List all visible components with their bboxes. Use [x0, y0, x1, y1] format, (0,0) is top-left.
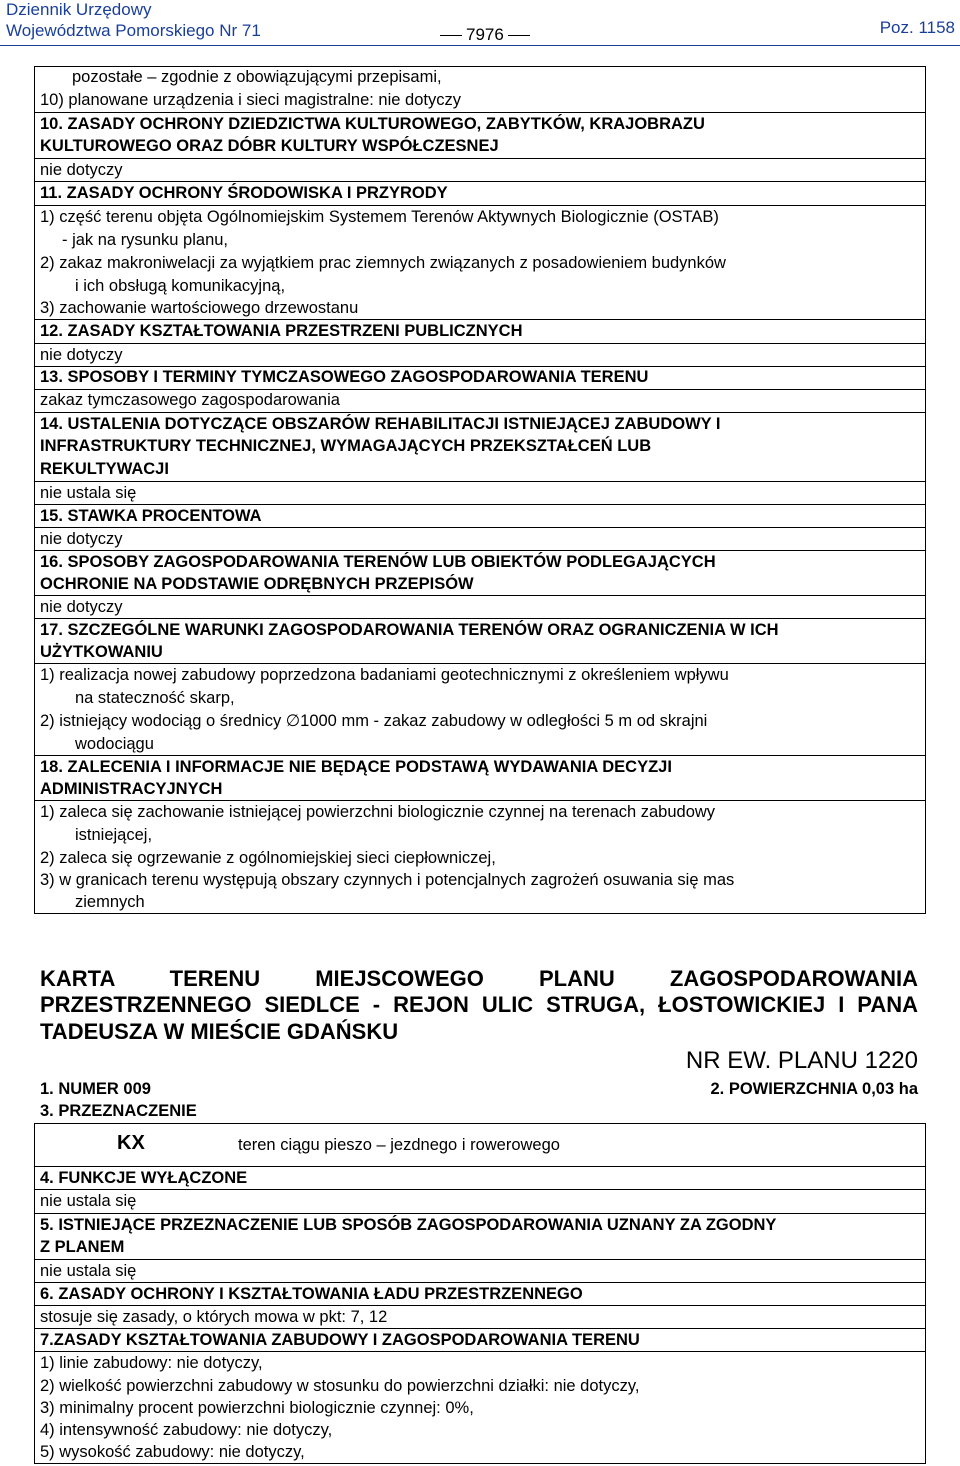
row-divider: [34, 527, 926, 528]
text-line: nie dotyczy: [40, 161, 123, 179]
journal-subtitle: Województwa Pomorskiego Nr 71: [6, 21, 261, 40]
text-line: nie ustala się: [40, 1262, 137, 1280]
section-heading: 6. ZASADY OCHRONY I KSZTAŁTOWANIA ŁADU PRZESTRZENNEGO: [40, 1285, 583, 1303]
section-heading: 7.ZASADY KSZTAŁTOWANIA ZABUDOWY I ZAGOSPODAROWANIA TERENU: [40, 1331, 640, 1349]
section-heading: 13. SPOSOBY I TERMINY TYMCZASOWEGO ZAGOSPODAROWANIA TERENU: [40, 368, 649, 386]
section-heading: 17. SZCZEGÓLNE WARUNKI ZAGOSPODAROWANIA TERENÓW ORAZ OGRANICZENIA W ICH: [40, 621, 779, 639]
text-line: 3) w granicach terenu występują obszary czynnych i potencjalnych zagrożeń osuwania się mas: [40, 871, 735, 889]
text-line: nie ustala się: [40, 484, 137, 502]
text-line: nie dotyczy: [40, 346, 123, 364]
page-number: 7976: [436, 25, 534, 45]
purpose-code: KX: [117, 1132, 145, 1154]
card-title-line: KARTA TERENU MIEJSCOWEGO PLANU ZAGOSPODAROWANIA: [40, 966, 918, 991]
row-divider: [34, 595, 926, 596]
purpose-heading: 3. PRZEZNACZENIE: [40, 1102, 197, 1120]
row-divider: [34, 481, 926, 482]
text-line: 3) zachowanie wartościowego drzewostanu: [40, 299, 359, 317]
section-heading: 14. USTALENIA DOTYCZĄCE OBSZARÓW REHABILITACJI ISTNIEJĄCEJ ZABUDOWY I: [40, 415, 721, 433]
purpose-description: teren ciągu pieszo – jezdnego i rowerowego: [238, 1136, 560, 1154]
text-line: 1) część terenu objęta Ogólnomiejskim Systemem Terenów Aktywnych Biologicznie (OSTAB): [40, 208, 719, 226]
text-line: - jak na rysunku planu,: [62, 231, 229, 249]
section-heading: 18. ZALECENIA I INFORMACJE NIE BĘDĄCE PODSTAWĄ WYDAWANIA DECYZJI: [40, 758, 672, 776]
text-line: 1) linie zabudowy: nie dotyczy,: [40, 1354, 263, 1372]
text-line: wodociągu: [75, 735, 154, 753]
text-line: na stateczność skarp,: [75, 689, 235, 707]
text-line: nie dotyczy: [40, 598, 123, 616]
text-line: 5) wysokość zabudowy: nie dotyczy,: [40, 1443, 305, 1461]
text-line: istniejącej,: [75, 826, 153, 844]
row-divider: [34, 343, 926, 344]
section-heading: Z PLANEM: [40, 1238, 125, 1256]
text-line: 4) intensywność zabudowy: nie dotyczy,: [40, 1421, 333, 1439]
section-heading: KULTUROWEGO ORAZ DÓBR KULTURY WSPÓŁCZESNEJ: [40, 137, 499, 155]
row-divider: [34, 1189, 926, 1190]
section-heading: OCHRONIE NA PODSTAWIE ODRĘBNYCH PRZEPISÓW: [40, 575, 474, 593]
area-number: 1. NUMER 009: [40, 1080, 151, 1098]
text-line: i ich obsługą komunikacyjną,: [75, 277, 286, 295]
section-heading: 12. ZASADY KSZTAŁTOWANIA PRZESTRZENI PUBLICZNYCH: [40, 322, 523, 340]
page-header: [0, 0, 960, 48]
card-title-line: PRZESTRZENNEGO SIEDLCE - REJON ULIC STRUGA, ŁOSTOWICKIEJ I PANA: [40, 992, 918, 1017]
section-heading: 15. STAWKA PROCENTOWA: [40, 507, 262, 525]
section-heading: 11. ZASADY OCHRONY ŚRODOWISKA I PRZYRODY: [40, 184, 448, 202]
section-heading: 16. SPOSOBY ZAGOSPODAROWANIA TERENÓW LUB OBIEKTÓW PODLEGAJĄCYCH: [40, 553, 716, 571]
section-heading: 5. ISTNIEJĄCE PRZEZNACZENIE LUB SPOSÓB ZAGOSPODAROWANIA UZNANY ZA ZGODNY: [40, 1216, 777, 1234]
section-heading: UŻYTKOWANIU: [40, 643, 163, 661]
position-number: Poz. 1158: [879, 18, 955, 37]
text-line: 2) zaleca się ogrzewanie z ogólnomiejskiej sieci ciepłowniczej,: [40, 849, 496, 867]
text-line: 2) wielkość powierzchni zabudowy w stosunku do powierzchni działki: nie dotyczy,: [40, 1377, 640, 1395]
card-title-line: TADEUSZA W MIEŚCIE GDAŃSKU: [40, 1019, 399, 1044]
text-line: 1) zaleca się zachowanie istniejącej powierzchni biologicznie czynnej na terenach zabudowy: [40, 803, 716, 821]
text-line: nie ustala się: [40, 1192, 137, 1210]
journal-title: Dziennik Urzędowy: [6, 0, 152, 19]
text-line: 2) istniejący wodociąg o średnicy ∅1000 mm - zakaz zabudowy w odległości 5 m od skrajni: [40, 712, 708, 730]
text-line: nie dotyczy: [40, 530, 123, 548]
section-heading: 4. FUNKCJE WYŁĄCZONE: [40, 1169, 248, 1187]
header-rule: [0, 45, 960, 46]
section-heading: INFRASTRUKTURY TECHNICZNEJ, WYMAGAJĄCYCH PRZEKSZTAŁCEŃ LUB: [40, 437, 652, 455]
text-line: 3) minimalny procent powierzchni biologicznie czynnej: 0%,: [40, 1399, 474, 1417]
area-size: 2. POWIERZCHNIA 0,03 ha: [710, 1080, 918, 1098]
section-heading: 10. ZASADY OCHRONY DZIEDZICTWA KULTUROWEGO, ZABYTKÓW, KRAJOBRAZU: [40, 115, 705, 133]
row-divider: [34, 1259, 926, 1260]
plan-number: NR EW. PLANU 1220: [685, 1047, 918, 1074]
section-heading: REKULTYWACJI: [40, 460, 169, 478]
text-line: stosuje się zasady, o których mowa w pkt: 7, 12: [40, 1308, 388, 1326]
text-line: ziemnych: [75, 893, 145, 911]
text-line: 2) zakaz makroniwelacji za wyjątkiem prac ziemnych związanych z posadowieniem budynków: [40, 254, 726, 272]
text-line: pozostałe – zgodnie z obowiązującymi przepisami,: [72, 68, 442, 86]
text-line: zakaz tymczasowego zagospodarowania: [40, 391, 340, 409]
text-line: 10) planowane urządzenia i sieci magistralne: nie dotyczy: [40, 91, 461, 109]
text-line: 1) realizacja nowej zabudowy poprzedzona badaniami geotechnicznymi z określeniem wpływu: [40, 666, 729, 684]
section-heading: ADMINISTRACYJNYCH: [40, 780, 223, 798]
row-divider: [34, 158, 926, 159]
